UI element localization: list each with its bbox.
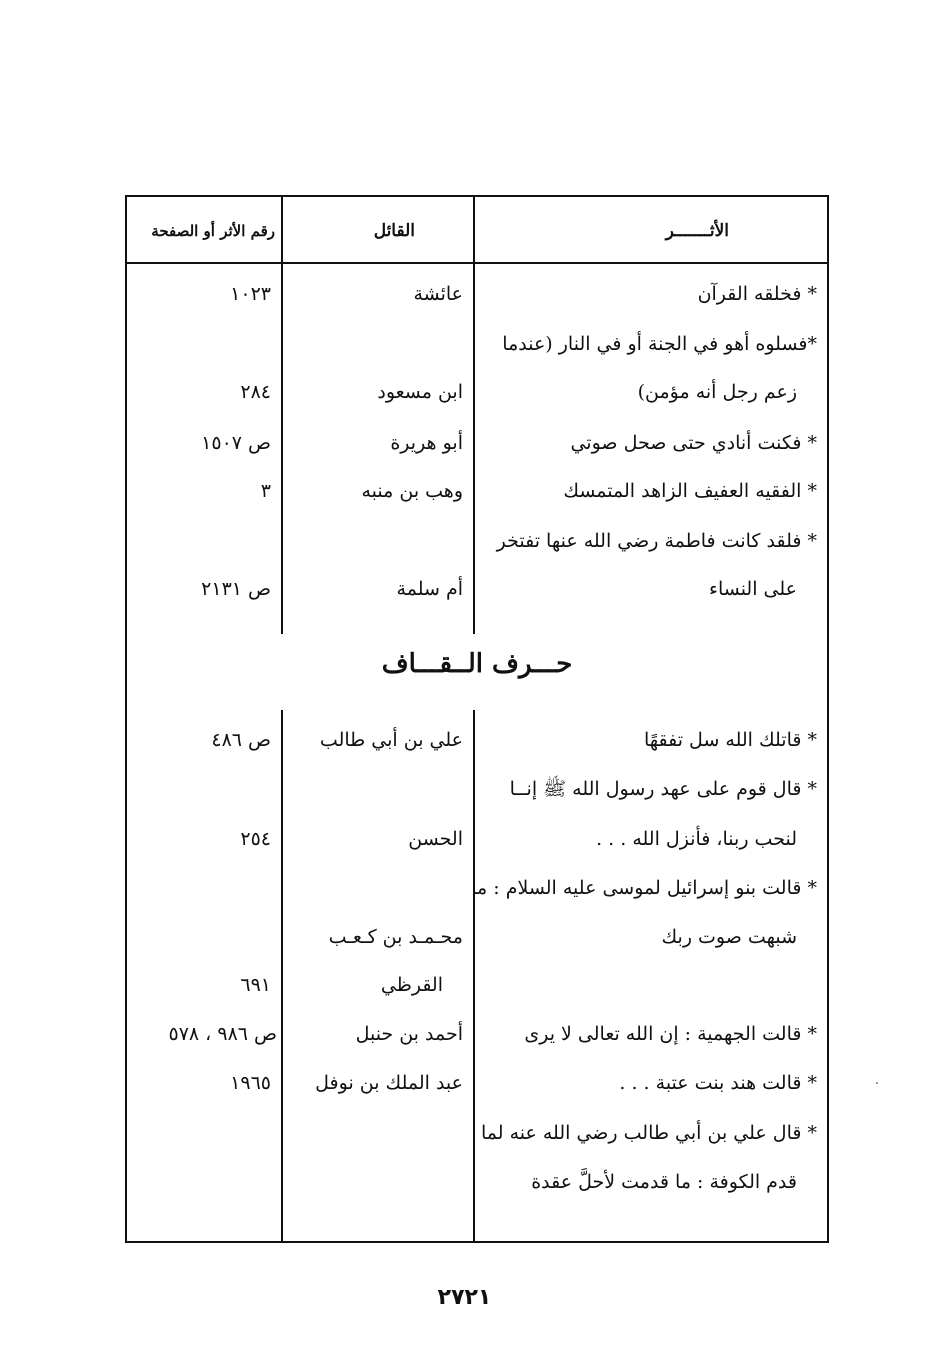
athar-cell: زعم رجل أنه مؤمن): [637, 381, 797, 403]
athar-cell: * قاتلك الله سل تفقهًا: [643, 729, 817, 751]
ref-cell: ١٩٦٥: [230, 1072, 271, 1094]
column-athar: [471, 197, 827, 1241]
ref-cell: ص ٢١٣١: [201, 578, 271, 600]
qail-cell: أبو هريرة: [390, 432, 463, 454]
qail-cell: عبد الملك بن نوفل: [315, 1072, 463, 1094]
athar-cell: * قال علي بن أبي طالب رضي الله عنه لما: [480, 1122, 817, 1144]
header-ref: رقم الأثر أو الصفحة: [151, 222, 275, 240]
section-title: حـــرف الــقـــاف: [381, 649, 573, 679]
ref-cell: ص ٩٨٦ ، ٥٧٨: [168, 1023, 277, 1045]
athar-cell: قدم الكوفة : ما قدمت لأحلَّ عقدة: [531, 1171, 797, 1193]
qail-cell: أحمد بن حنبل: [355, 1023, 463, 1045]
ref-cell: ٢٥٤: [240, 828, 271, 850]
ref-cell: ٢٨٤: [240, 381, 271, 403]
qail-cell: عائشة: [413, 283, 463, 305]
scan-speck: [876, 1082, 878, 1084]
ref-cell: ص ١٥٠٧: [201, 432, 271, 454]
qail-cell: ابن مسعود: [377, 381, 463, 403]
header-athar: الأثـــــــر: [665, 221, 729, 241]
ref-cell: ٣: [260, 480, 271, 502]
athar-cell: على النساء: [709, 578, 797, 600]
column-ref: [127, 197, 281, 1241]
index-table: [125, 195, 829, 1243]
athar-cell: * قالت الجهمية : إن الله تعالى لا يرى: [524, 1023, 817, 1045]
qail-cell: علي بن أبي طالب: [319, 729, 463, 751]
qail-cell: الحسن: [408, 828, 463, 850]
qail-cell: القرظي: [380, 974, 443, 996]
athar-cell: * فخلقه القرآن: [697, 283, 817, 305]
ref-cell: ١٠٢٣: [230, 283, 271, 305]
athar-cell: لنحب ربنا، فأنزل الله . . .: [596, 828, 797, 850]
athar-cell: * فكنت أنادي حتى صحل صوتي: [570, 432, 817, 454]
athar-cell: شبهت صوت ربك: [661, 926, 797, 948]
qail-cell: وهب بن منبه: [361, 480, 463, 502]
athar-cell: * قالت بنو إسرائيل لموسى عليه السلام : ما: [471, 877, 817, 899]
column-qail: [283, 197, 473, 1241]
athar-cell: * قالت هند بنت عتبة . . .: [619, 1072, 817, 1094]
qail-cell: أم سلمة: [396, 578, 463, 600]
ref-cell: ٦٩١: [240, 974, 271, 996]
ref-cell: ص ٤٨٦: [211, 729, 271, 751]
athar-cell: *فسلوه أهو في الجنة أو في النار (عندما: [502, 333, 817, 355]
athar-cell: * قال قوم على عهد رسول الله ﷺ إنــا: [509, 778, 817, 800]
page-number: ٢٧٢١: [437, 1285, 492, 1310]
qail-cell: محـمـد بن كـعـب: [328, 926, 463, 948]
athar-cell: * الفقيه العفيف الزاهد المتمسك: [563, 480, 817, 502]
athar-cell: * فلقد كانت فاطمة رضي الله عنها تفتخر: [496, 530, 817, 552]
header-qail: القائل: [373, 221, 415, 241]
